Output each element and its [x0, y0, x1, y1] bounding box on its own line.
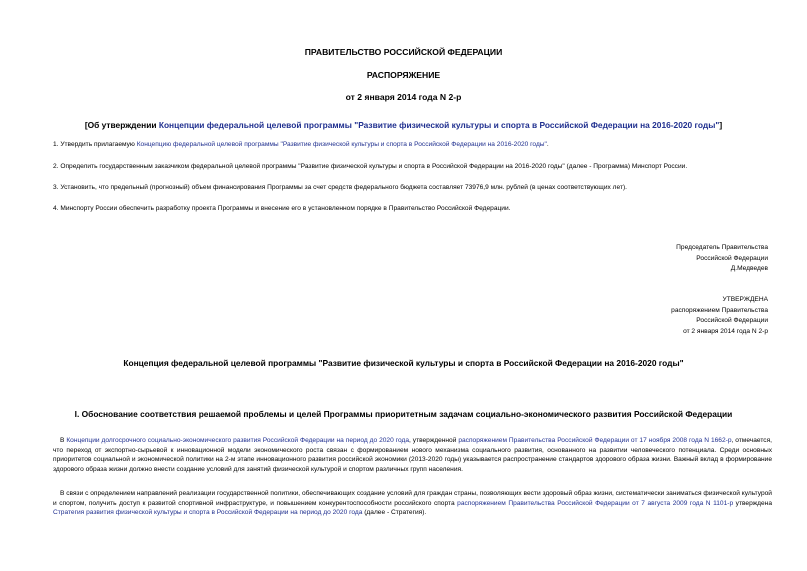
document-type-heading: РАСПОРЯЖЕНИЕ — [366, 70, 441, 80]
signature-country: Российской Федерации — [696, 254, 768, 262]
government-heading: ПРАВИТЕЛЬСТВО РОССИЙСКОЙ ФЕДЕРАЦИИ — [304, 47, 503, 57]
para2-mid: утверждена — [733, 499, 772, 507]
para1-pre: В — [60, 437, 67, 444]
list-item-2: 2. Определить государственным заказчиком федеральной целевой программы "Развитие физической культуры и спорта в Российской Федерации на 2016-2020 годы" (далее - Программа) Минспорт России. — [53, 163, 688, 170]
list-item-3: 3. Установить, что предельный (прогнозный) объем финансирования Программы за счет средств федерального бюджета составляет 73976,9 млн. рублей (в ценах соответствующих лет). — [53, 184, 628, 191]
signature-block — [676, 243, 768, 275]
para2-order-link[interactable]: распоряжением Правительства Российской Федерации от 7 августа 2009 года N 1101-р — [457, 499, 734, 507]
para2-strategy-link[interactable]: Стратегия развития физической культуры и спорта в Российской Федерации на период до 2020 года — [53, 509, 363, 517]
item-1-concept-link[interactable]: Концепцию федеральной целевой программы "Развитие физической культуры и спорта в Российской Федерации на 2016-2020 годы" — [136, 141, 547, 148]
document-subject — [0, 120, 807, 130]
signature-name: Д.Медведев — [730, 265, 768, 272]
approval-by: распоряжением Правительства — [671, 306, 768, 314]
approval-date: от 2 января 2014 года N 2-р — [683, 327, 768, 335]
item-1-prefix: 1. Утвердить прилагаемую — [53, 141, 137, 148]
list-item-1 — [53, 141, 549, 148]
subject-concept-link[interactable]: Концепции федеральной целевой программы "Развитие физической культуры и спорта в Российской Федерации на 2016-2020 годы" — [158, 120, 720, 130]
document-date-number: от 2 января 2014 года N 2-р — [345, 92, 462, 102]
para1-concept-link[interactable]: Концепции долгосрочного социально-экономического развития Российской Федерации на период до 2020 года — [66, 437, 409, 444]
section-title: I. Обоснование соответствия решаемой проблемы и целей Программы приоритетным задачам социально-экономического развития Российской Федерации — [74, 409, 733, 419]
para2-pre: В связи с определением направлений реализации государственной политики, обеспечивающих создание условий для граждан страны, позволяющих вести здоровый образ жизни, систематически заниматься физической культурой и спортом, получить доступ к развитой спортивной инфраструктуре, и повышением конкурентоспособности российского спорта — [53, 490, 772, 507]
paragraph-2 — [53, 489, 772, 518]
signature-position: Председатель Правительства — [676, 244, 768, 251]
list-item-4: 4. Минспорту России обеспечить разработку проекта Программы и внесение его в установленном порядке в Правительство Российской Федерации. — [53, 205, 511, 212]
concept-title: Концепция федеральной целевой программы "Развитие физической культуры и спорта в Российской Федерации на 2016-2020 годы" — [123, 358, 684, 368]
approval-country: Российской Федерации — [696, 317, 768, 324]
item-1-suffix: . — [546, 141, 549, 148]
para2-rest: (далее - Стратегия). — [362, 509, 427, 517]
paragraph-1 — [53, 436, 772, 474]
approval-block — [671, 295, 768, 337]
subject-open: [Об утверждении — [84, 120, 159, 130]
para1-rest: , отмечается, что переход от экспортно-сырьевой к инновационной модели экономического роста связан с формированием нового механизма социального развития, основанного на развитии человеческого потенциала. Среди основных приоритетов социальной и экономической политики на 2-м этапе инновационного развития российской экономики (2013-2020 годы) указывается распространение стандартов здорового образа жизни. Важный вклад в формирование здорового образа жизни должно внести создание условий для занятий физической культурой и спортом различных групп населения. — [53, 437, 772, 473]
subject-close: ] — [719, 120, 723, 130]
para1-mid: , утвержденной — [409, 437, 459, 444]
para1-order-link[interactable]: распоряжением Правительства Российской Федерации от 17 ноября 2008 года N 1662-р — [458, 437, 732, 444]
approval-title: УТВЕРЖДЕНА — [722, 296, 768, 303]
